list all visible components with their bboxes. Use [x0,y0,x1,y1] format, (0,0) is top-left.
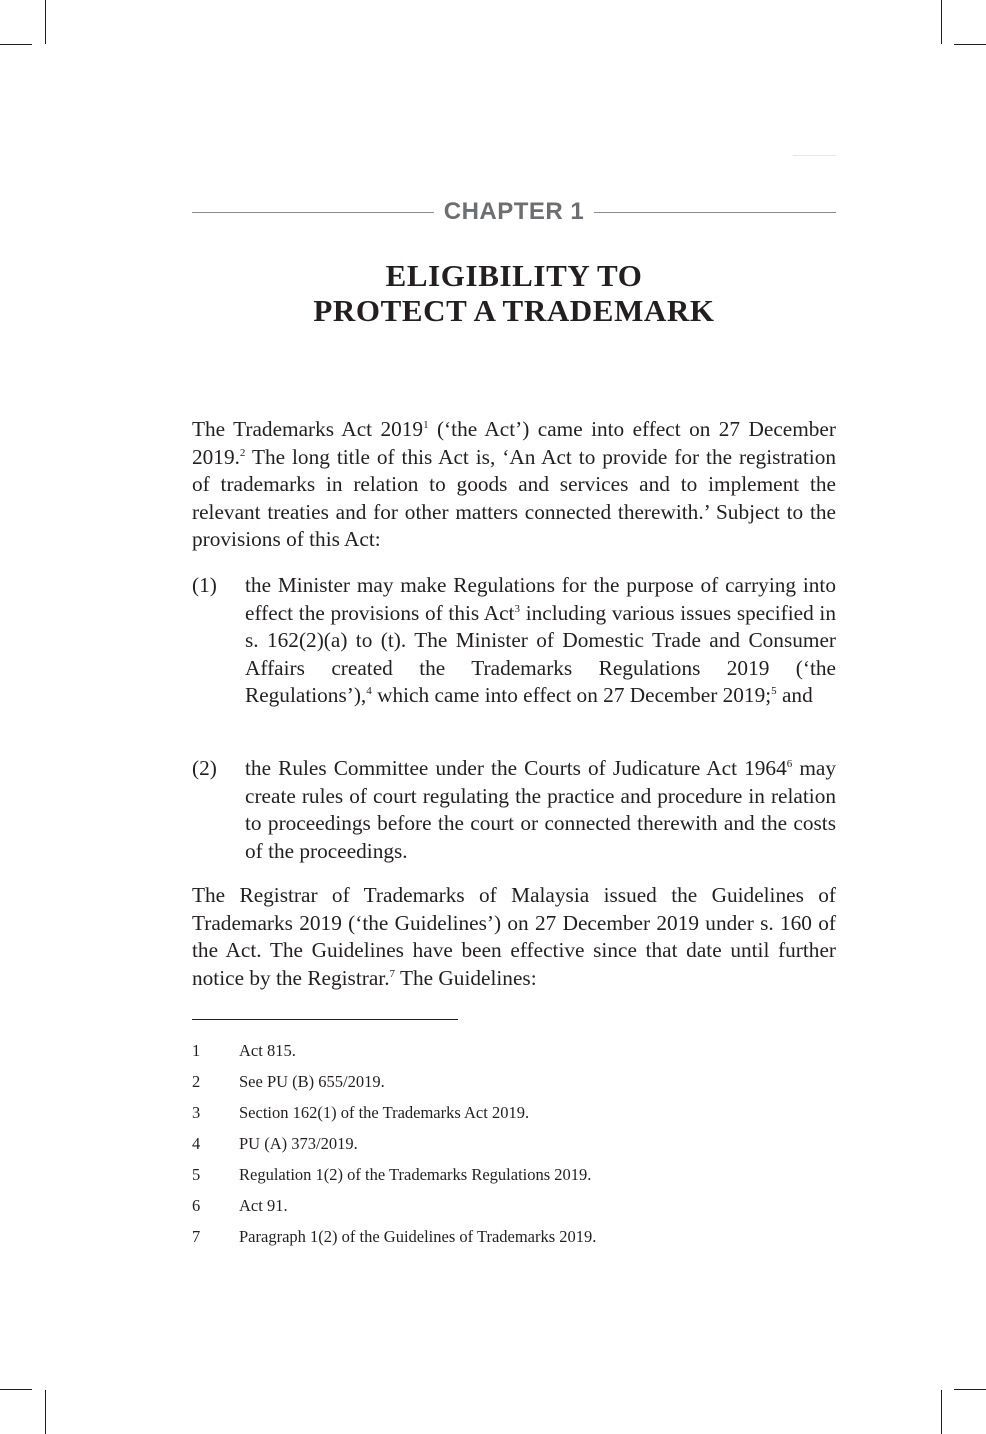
chapter-rule-right [594,212,836,213]
footnote-separator [192,1019,458,1020]
footnote-text: Section 162(1) of the Trademarks Act 2019. [239,1103,530,1122]
text-run: The Trademarks Act 2019 [192,417,424,441]
list-item [192,755,836,865]
footnote-ref[interactable]: 7 [389,967,396,980]
decorative-rule [793,155,836,156]
footnote-number: 4 [192,1134,201,1153]
text-run: including various issues specified in s. 162(2)(a) to (t). The Minister of Domestic Trade and Consumer Affairs created the Trademarks Regulations 2019 (‘the Regulations’), [245,600,836,707]
text-run: which came into effect on 27 December 2019; [371,683,772,707]
list-item-number: (2) [192,756,217,780]
chapter-title [192,258,836,328]
text-run: The long title of this Act is, ‘An Act to provide for the registration of trademarks in relation to goods and services and to implement the relevant treaties and for other matters connected therewith.’ Subject to the provisions of this Act: [192,444,836,551]
footnote [192,1038,836,1069]
chapter-title-line-1: ELIGIBILITY TO [385,258,643,293]
footnote-number: 5 [192,1165,201,1184]
text-run: The Guidelines: [395,965,537,990]
footnote-text: Act 815. [239,1041,296,1060]
paragraph-guidelines [192,882,836,992]
crop-mark-top-left-horizontal [0,44,32,45]
text-run: the Minister may make Regulations for the purpose of carrying into effect the provisions of this Act [245,573,836,625]
text-run: the Rules Committee under the Courts of Judicature Act 1964 [245,756,787,780]
chapter-rule-left [192,212,434,213]
footnote-ref[interactable]: 5 [771,685,777,697]
footnote [192,1193,836,1224]
footnote [192,1100,836,1131]
footnote-number: 3 [192,1103,201,1122]
crop-mark-bottom-right-vertical [941,1390,942,1434]
footnote-number: 6 [192,1196,201,1215]
text-run: may create rules of court regulating the practice and procedure in relation to proceedings before the court or connected therewith and the costs of the proceedings. [245,756,836,863]
list-item-text [245,572,836,710]
paragraph-intro [192,416,836,554]
footnote-ref[interactable]: 3 [514,602,520,615]
crop-mark-bottom-left-vertical [45,1390,46,1434]
footnote-text: PU (A) 373/2019. [239,1134,358,1153]
list-item-text [245,755,836,865]
footnote-ref[interactable]: 6 [786,758,793,770]
footnotes [192,1038,836,1255]
footnote-number: 7 [192,1227,201,1246]
footnote-number: 2 [192,1072,201,1091]
text-run: (‘the Act’) came into effect on 27 December 2019. [192,417,836,469]
list-item [192,572,836,710]
footnote [192,1069,836,1100]
footnote-text: Regulation 1(2) of the Trademarks Regulations 2019. [239,1165,592,1184]
crop-mark-top-left-vertical [45,0,46,44]
chapter-label: CHAPTER 1 [443,198,585,225]
text-run: The Registrar of Trademarks of Malaysia issued the Guidelines of Trademarks 2019 (‘the Guidelines’) on 27 December 2019 under s. 160 of the Act. The Guidelines have been effective since that date until further notice by the Registrar. [192,883,836,990]
footnote-text: Paragraph 1(2) of the Guidelines of Trademarks 2019. [239,1227,597,1246]
list-item-number: (1) [192,573,217,597]
footnote-text: See PU (B) 655/2019. [239,1072,385,1091]
crop-mark-top-right-horizontal [954,44,986,45]
footnote-ref[interactable]: 1 [423,419,429,431]
footnote [192,1224,836,1255]
crop-mark-top-right-vertical [941,0,942,44]
crop-mark-bottom-right-horizontal [954,1389,986,1390]
footnote [192,1131,836,1162]
footnote-ref[interactable]: 2 [239,446,246,459]
chapter-title-line-2: PROTECT A TRADEMARK [313,293,715,328]
footnote-ref[interactable]: 4 [366,685,372,697]
footnote-text: Act 91. [239,1196,288,1215]
crop-mark-bottom-left-horizontal [0,1389,32,1390]
footnote-number: 1 [192,1041,201,1060]
chapter-heading [192,196,836,228]
text-run: and [776,683,813,707]
footnote [192,1162,836,1193]
